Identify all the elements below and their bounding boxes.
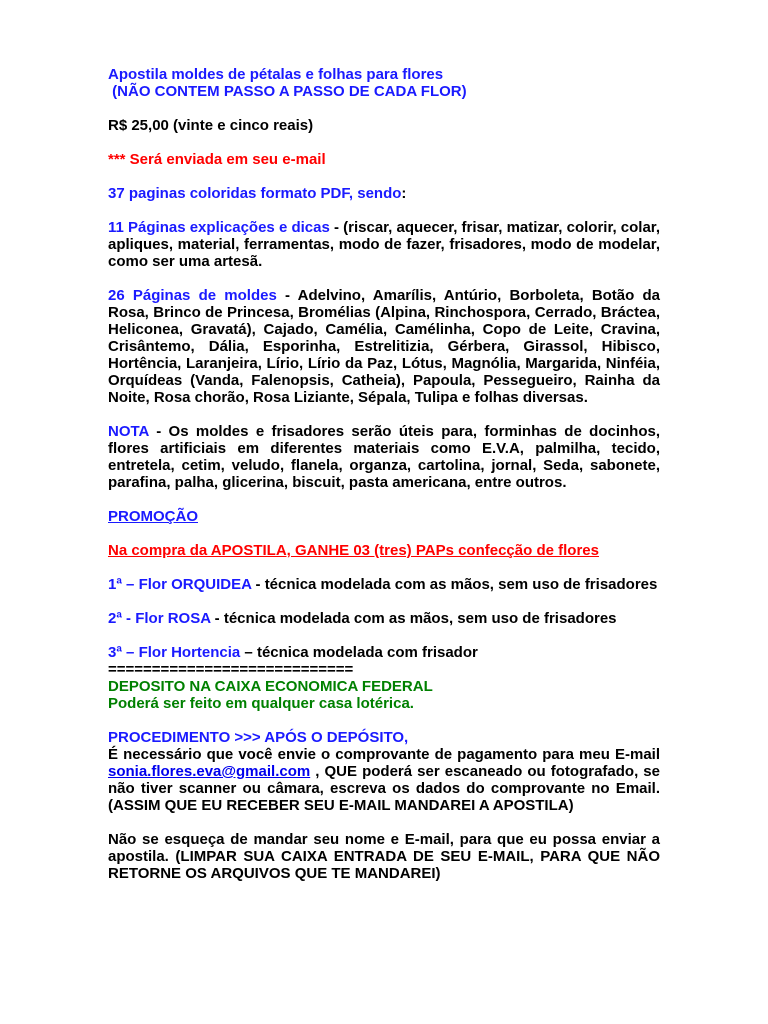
flower-1-lead: 1ª – Flor ORQUIDEA [108,576,252,593]
procedure-paragraph [108,746,660,814]
document-body [108,66,660,882]
separator-line: ============================ [108,661,354,678]
flower-item-2 [108,610,660,627]
promo-heading: PROMOÇÃO [108,508,198,525]
tips-lead: 11 Páginas explicações e dicas [108,219,330,236]
tips-text: - (riscar, aquecer, frisar, matizar, colorir, colar, apliques, material, ferramentas, modo de fazer, frisadores, modo de modelar, como ser uma artesã. [108,219,660,270]
note-text: - Os moldes e frisadores serão úteis para, forminhas de docinhos, flores artificiais em diferentes materiais como E.V.A, palmilha, tecido, entretela, cetim, veludo, flanela, organza, cartolina, jornal, Seda, sabonete, parafina, palha, glicerina, biscuit, pasta americana, entre outros. [108,423,660,491]
email-notice: *** Será enviada em seu e-mail [108,151,326,168]
price: R$ 25,00 (vinte e cinco reais) [108,117,314,134]
pages-intro-colon: : [401,185,407,202]
molds-paragraph [108,287,660,406]
flower-item-1 [108,576,660,593]
note-lead: NOTA [108,423,149,440]
title-line-2: (NÃO CONTEM PASSO A PASSO DE CADA FLOR) [108,83,467,100]
note-paragraph [108,423,660,491]
pages-intro [108,185,660,202]
flower-1-text: - técnica modelada com as mãos, sem uso de frisadores [251,576,658,593]
title-block [108,66,660,100]
flower-item-3 [108,644,660,661]
molds-text: - Adelvino, Amarílis, Antúrio, Borboleta, Botão da Rosa, Brinco de Princesa, Bromélias (Alpina, Rinchospora, Cerrado, Bráctea, Heliconea, Gravatá), Cajado, Camélia, Camélinha, Copo de Leite, Cravina, Crisântemo, Dália, Esporinha, Estrelitizia, Gérbera, Girassol, Hibisco, Hortência, Laranjeira, Lírio, Lírio da Paz, Lótus, Magnólia, Margarida, Ninféia, Orquídeas (Vanda, Falenopsis, Catheia), Papoula, Pessegueiro, Rainha da Noite, Rosa chorão, Rosa Liziante, Sépala, Tulipa e folhas diversas. [108,287,661,406]
procedure-text-after: , QUE poderá ser escaneado ou fotografado, se não tiver scanner ou câmara, escreva os dados do comprovante no Email. (ASSIM QUE EU RECEBER SEU E-MAIL MANDAREI A APOSTILA) [108,763,660,814]
title-line-1: Apostila moldes de pétalas e folhas para flores [108,66,444,83]
email-link[interactable]: sonia.flores.eva@gmail.com [108,763,311,780]
tips-paragraph [108,219,660,270]
reminder-paragraph: Não se esqueça de mandar seu nome e E-mail, para que eu possa enviar a apostila. (LIMPAR SUA CAIXA ENTRADA DE SEU E-MAIL, PARA QUE NÃO RETORNE OS ARQUIVOS QUE TE MANDAREI) [108,831,660,882]
deposit-line-1: DEPOSITO NA CAIXA ECONOMICA FEDERAL [108,678,433,695]
flower-3-lead: 3ª – Flor Hortencia [108,644,241,661]
flower-2-text: - técnica modelada com as mãos, sem uso de frisadores [210,610,617,627]
pages-intro-lead: 37 paginas coloridas formato PDF, sendo [108,185,402,202]
procedure-heading: PROCEDIMENTO >>> APÓS O DEPÓSITO, [108,729,409,746]
procedure-text-before: É necessário que você envie o comprovante de pagamento para meu E-mail [108,746,660,763]
deposit-line-2: Poderá ser feito em qualquer casa lotérica. [108,695,414,712]
flower-3-text: – técnica modelada com frisador [240,644,478,661]
molds-lead: 26 Páginas de moldes [108,287,277,304]
promo-offer: Na compra da APOSTILA, GANHE 03 (tres) PAPs confecção de flores [108,542,599,559]
flower-2-lead: 2ª - Flor ROSA [108,610,211,627]
